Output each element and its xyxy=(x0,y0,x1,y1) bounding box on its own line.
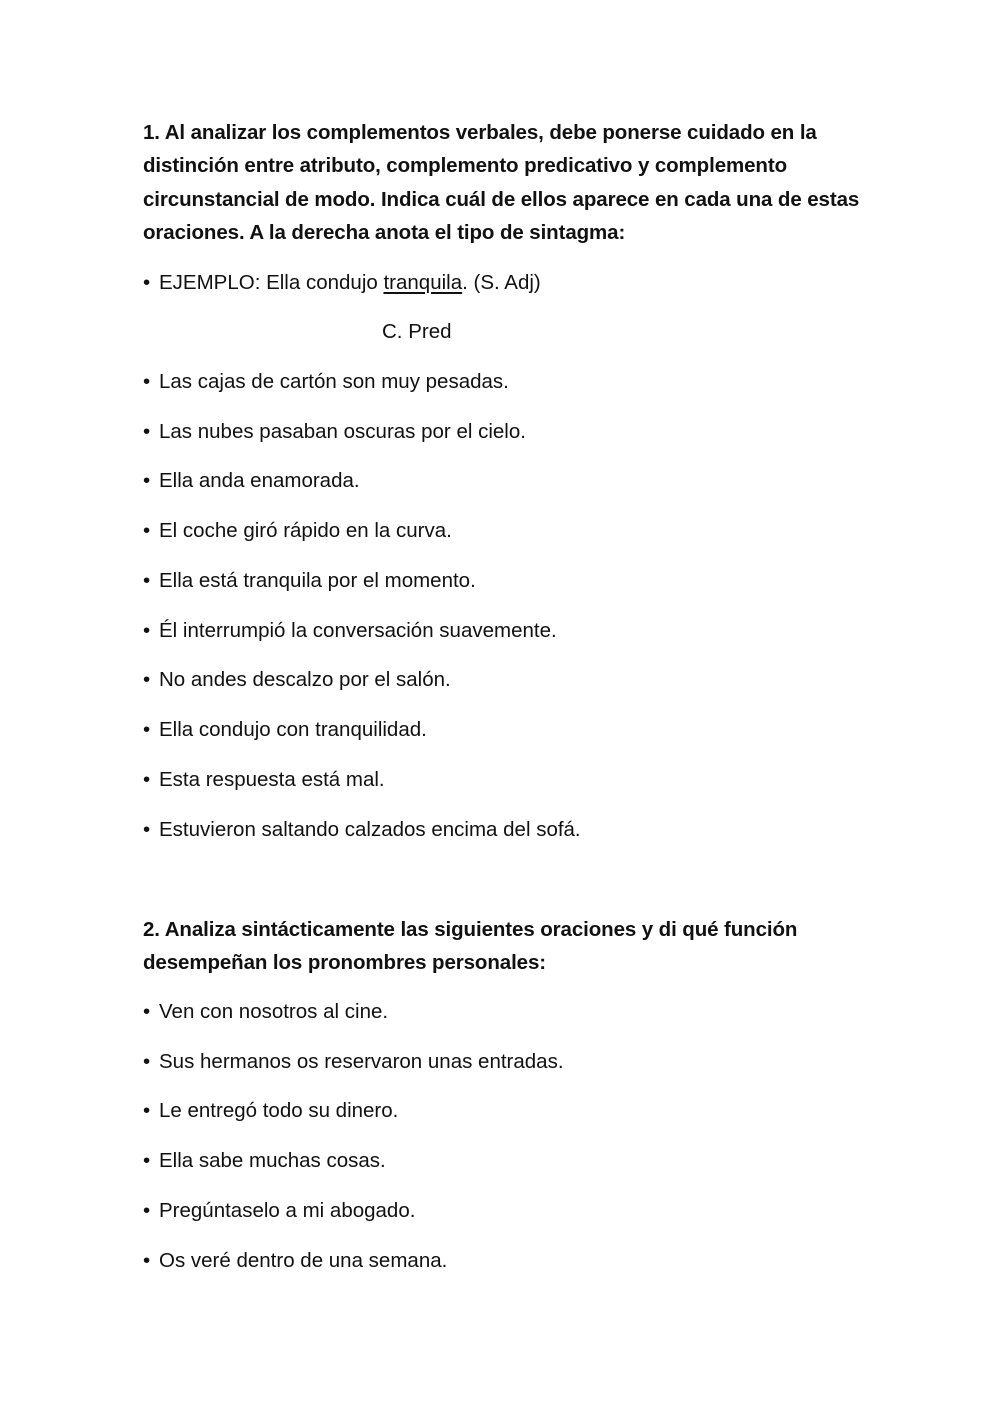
example-line xyxy=(143,270,541,296)
item-text: Ella sabe muchas cosas. xyxy=(159,1149,386,1172)
exercise-1-item xyxy=(143,618,557,644)
exercise-2-item xyxy=(143,1248,447,1274)
exercise-1-item xyxy=(143,369,509,395)
item-text: Ella condujo con tranquilidad. xyxy=(159,718,427,741)
exercise-1-item xyxy=(143,667,451,693)
bullet: • xyxy=(143,818,151,841)
exercise-1-item xyxy=(143,518,452,544)
example-underlined-word: tranquila xyxy=(383,271,463,294)
bullet: • xyxy=(143,1149,151,1172)
item-text: Ella anda enamorada. xyxy=(159,469,360,492)
exercise-1-item xyxy=(143,568,476,594)
bullet: • xyxy=(143,1099,151,1122)
example-answer: C. Pred xyxy=(382,320,452,343)
exercise-2-heading: 2. Analiza sintácticamente las siguientes oraciones y di qué función desempeñan los pronombres personales: xyxy=(143,918,798,975)
item-text: Sus hermanos os reservaron unas entradas. xyxy=(159,1050,564,1073)
example-prefix: EJEMPLO: Ella condujo xyxy=(159,271,384,294)
exercise-2-item xyxy=(143,1098,398,1124)
exercise-2-item xyxy=(143,1198,415,1224)
exercise-1-item xyxy=(143,468,360,494)
item-text: Ella está tranquila por el momento. xyxy=(159,569,476,592)
bullet: • xyxy=(143,1000,151,1023)
bullet: • xyxy=(143,569,151,592)
example-suffix: . (S. Adj) xyxy=(462,271,541,294)
item-text: El coche giró rápido en la curva. xyxy=(159,519,452,542)
bullet: • xyxy=(143,1249,151,1272)
bullet: • xyxy=(143,519,151,542)
bullet: • xyxy=(143,768,151,791)
exercise-1-item xyxy=(143,717,427,743)
item-text: Pregúntaselo a mi abogado. xyxy=(159,1199,416,1222)
exercise-1-item xyxy=(143,419,526,445)
item-text: Esta respuesta está mal. xyxy=(159,768,385,791)
bullet: • xyxy=(143,1050,151,1073)
item-text: No andes descalzo por el salón. xyxy=(159,668,451,691)
bullet: • xyxy=(143,469,151,492)
item-text: Las cajas de cartón son muy pesadas. xyxy=(159,370,509,393)
exercise-1-heading: 1. Al analizar los complementos verbales, debe ponerse cuidado en la distinción entre atributo, complemento predicativo y complemento circunstancial de modo. Indica cuál de ellos aparece en cada una de estas oraciones. A la derecha anota el tipo de sintagma: xyxy=(143,121,860,244)
bullet: • xyxy=(143,718,151,741)
bullet: • xyxy=(143,271,151,294)
item-text: Estuvieron saltando calzados encima del sofá. xyxy=(159,818,581,841)
exercise-1-item xyxy=(143,817,581,843)
bullet: • xyxy=(143,668,151,691)
item-text: Os veré dentro de una semana. xyxy=(159,1249,448,1272)
item-text: Ven con nosotros al cine. xyxy=(159,1000,389,1023)
item-text: Le entregó todo su dinero. xyxy=(159,1099,399,1122)
item-text: Las nubes pasaban oscuras por el cielo. xyxy=(159,420,526,443)
exercise-2-item xyxy=(143,1148,386,1174)
exercise-2-item xyxy=(143,1049,564,1075)
bullet: • xyxy=(143,619,151,642)
bullet: • xyxy=(143,1199,151,1222)
bullet: • xyxy=(143,370,151,393)
exercise-1-item xyxy=(143,767,385,793)
bullet: • xyxy=(143,420,151,443)
item-text: Él interrumpió la conversación suavemente. xyxy=(159,619,557,642)
exercise-2-item xyxy=(143,999,388,1025)
